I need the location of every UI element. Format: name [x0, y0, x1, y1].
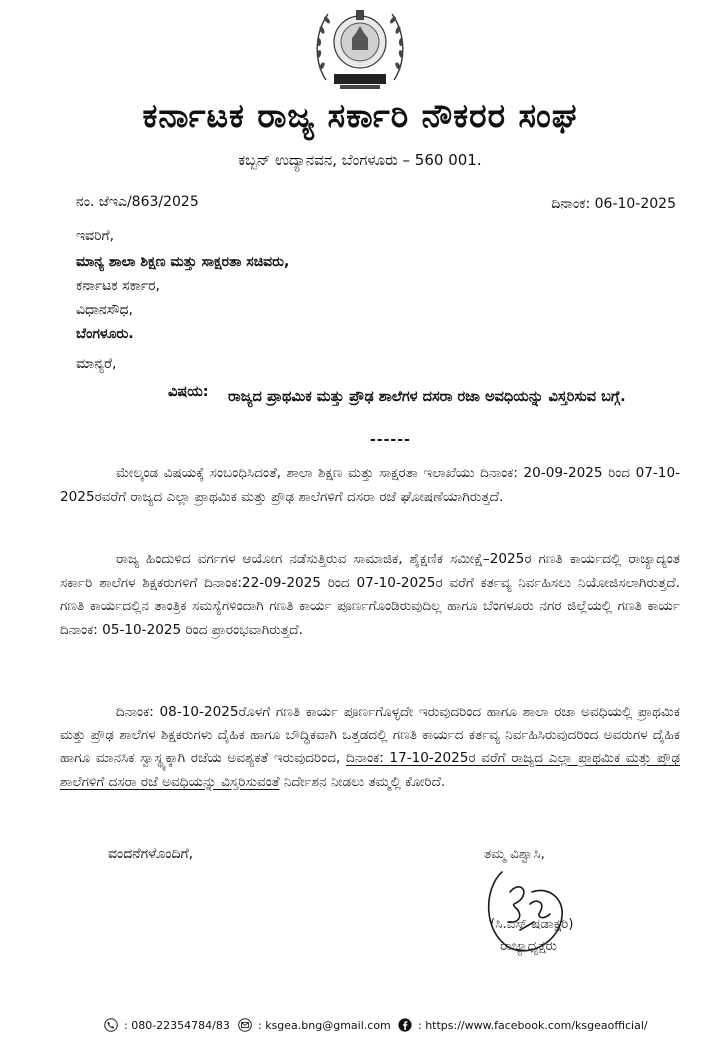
email-icon [238, 1018, 252, 1032]
footer-contact-bar [0, 1012, 720, 1036]
paragraph-3-underlined-request: ದಿನಾಂಕ: 17-10-2025ರ ವರೆಗೆ ರಾಜ್ಯದ ಎಲ್ಲಾ ಪ್ರಾಥಮಿಕ ಮತ್ತು ಪ್ರೌಢ ಶಾಲೆಗಳಿಗೆ ದಸರಾ ರಜೆ ಅವಧಿಯನ್ನು ವಿಸ್ತರಿಸುವಂತೆ [60, 750, 680, 790]
recipient-to: ಇವರಿಗೆ, [76, 228, 115, 244]
closing-greeting: ವಂದನೆಗಳೊಂದಿಗೆ, [108, 846, 194, 862]
paragraph-3-part-a: ದಿನಾಂಕ: 08-10-2025ರೊಳಗೆ ಗಣತಿ ಕಾರ್ಯ ಪೂರ್ಣಗೊಳ್ಳದೇ ಇರುವುದರಿಂದ ಹಾಗೂ ಶಾಲಾ ರಜಾ ಅವಧಿಯಲ್ಲಿ ಪ್ರಾಥಮಿಕ ಮತ್ತು ಪ್ರೌಢ ಶಾಲೆಗಳ ಶಿಕ್ಷಕರುಗಳು ದೈಹಿಕ ಹಾಗೂ ಬೌದ್ಧಿಕವಾಗಿ ಒತ್ತಡದಲ್ಲಿ ಗಣತಿ ಕಾರ್ಯದ ಕರ್ತವ್ಯ ನಿರ್ವಹಿಸಿರುವುದರಿಂದ ಅವರುಗಳ ದೈಹಿಕ ಹಾಗೂ ಮಾನಸಿಕ ಸ್ವಾಸ್ಥ್ಯಕ್ಕಾಗಿ ರಜೆಯ ಅವಶ್ಯಕತೆ ಇರುವುದರಿಂದ, [60, 704, 680, 767]
footer-email [238, 1018, 391, 1032]
signature-regards: ತಮ್ಮ ವಿಶ್ವಾಸಿ, [484, 846, 545, 862]
footer-phone-text: : 080-22354784/83 [124, 1018, 230, 1032]
letter-date: ದಿನಾಂಕ: 06-10-2025 [551, 196, 676, 212]
signature-block [470, 838, 670, 968]
subject-label: ವಿಷಯ: [168, 384, 209, 400]
paragraph-3-part-c: ನಿರ್ದೇಶನ ನೀಡಲು ತಮ್ಮಲ್ಲಿ ಕೋರಿದೆ. [283, 773, 446, 790]
footer-facebook [398, 1018, 648, 1032]
footer-facebook-text[interactable]: : https://www.facebook.com/ksgeaofficial/ [418, 1018, 648, 1032]
recipient-line-2: ಕರ್ನಾಟಕ ಸರ್ಕಾರ, [76, 278, 160, 294]
signatory-designation: ರಾಜ್ಯಾಧ್ಯಕ್ಷರು [500, 938, 557, 954]
salutation: ಮಾನ್ಯರೆ, [76, 356, 117, 372]
subject-separator: ------ [370, 432, 411, 448]
recipient-line-4: ಬೆಂಗಳೂರು. [76, 326, 134, 342]
facebook-icon [398, 1018, 412, 1032]
organization-title: ಕರ್ನಾಟಕ ರಾಜ್ಯ ಸರ್ಕಾರಿ ನೌಕರರ ಸಂಘ [142, 96, 578, 135]
reference-number: ನಂ. ಜೆಇಎ/863/2025 [76, 194, 199, 210]
footer-phone [104, 1018, 230, 1032]
paragraph-2: ರಾಜ್ಯ ಹಿಂದುಳಿದ ವರ್ಗಗಳ ಆಯೋಗ ನಡೆಸುತ್ತಿರುವ ಸಾಮಾಜಿಕ, ಶೈಕ್ಷಣಿಕ ಸಮೀಕ್ಷೆ–2025ರ ಗಣತಿ ಕಾರ್ಯದಲ್ಲಿ ರಾಜ್ಯಾದ್ಯಂತ ಸರ್ಕಾರಿ ಶಾಲೆಗಳ ಶಿಕ್ಷಕರುಗಳಿಗೆ ದಿನಾಂಕ:22-09-2025 ರಿಂದ 07-10-2025ರ ವರೆಗೆ ಕರ್ತವ್ಯ ನಿರ್ವಹಿಸಲು ನಿಯೋಜಿಸಲಾಗಿರುತ್ತದೆ. ಗಣತಿ ಕಾರ್ಯದಲ್ಲಿನ ತಾಂತ್ರಿಕ ಸಮಸ್ಯೆಗಳಿಂದಾಗಿ ಗಣತಿ ಕಾರ್ಯ ಪೂರ್ಣಗೊಂಡಿರುವುದಿಲ್ಲ ಹಾಗೂ ಬೆಂಗಳೂರು ನಗರ ಜಿಲ್ಲೆಯಲ್ಲಿ ಗಣತಿ ಕಾರ್ಯ ದಿನಾಂಕ: 05-10-2025 ರಿಂದ ಪ್ರಾರಂಭವಾಗಿರುತ್ತದೆ. [60, 551, 680, 638]
subject-text: ರಾಜ್ಯದ ಪ್ರಾಥಮಿಕ ಮತ್ತು ಪ್ರೌಢ ಶಾಲೆಗಳ ದಸರಾ ರಜಾ ಅವಧಿಯನ್ನು ವಿಸ್ತರಿಸುವ ಬಗ್ಗೆ. [228, 389, 626, 405]
footer-email-text[interactable]: : ksgea.bng@gmail.com [258, 1018, 391, 1032]
phone-icon [104, 1018, 118, 1032]
signatory-name: (ಸಿ.ಎಸ್ ಷಡಾಕ್ಷರಿ) [490, 916, 574, 932]
paragraph-3 [60, 701, 680, 794]
paragraph-1: ಮೇಲ್ಕಂಡ ವಿಷಯಕ್ಕೆ ಸಂಬಂಧಿಸಿದಂತೆ, ಶಾಲಾ ಶಿಕ್ಷಣ ಮತ್ತು ಸಾಕ್ಷರತಾ ಇಲಾಖೆಯು ದಿನಾಂಕ: 20-09-2025 ರಿಂದ 07-10-2025ರವರೆಗೆ ರಾಜ್ಯದ ಎಲ್ಲಾ ಪ್ರಾಥಮಿಕ ಮತ್ತು ಪ್ರೌಢ ಶಾಲೆಗಳಿಗೆ ದಸರಾ ರಜೆ ಘೋಷಣೆಯಾಗಿರುತ್ತದೆ. [60, 465, 680, 505]
organization-address: ಕಬ್ಬನ್ ಉದ್ಯಾನವನ, ಬೆಂಗಳೂರು – 560 001. [238, 151, 482, 169]
recipient-line-1: ಮಾನ್ಯ ಶಾಲಾ ಶಿಕ್ಷಣ ಮತ್ತು ಸಾಕ್ಷರತಾ ಸಚಿವರು, [76, 254, 290, 270]
emblem-seal-icon [306, 0, 414, 94]
recipient-line-3: ವಿಧಾನಸೌಧ, [76, 302, 133, 318]
